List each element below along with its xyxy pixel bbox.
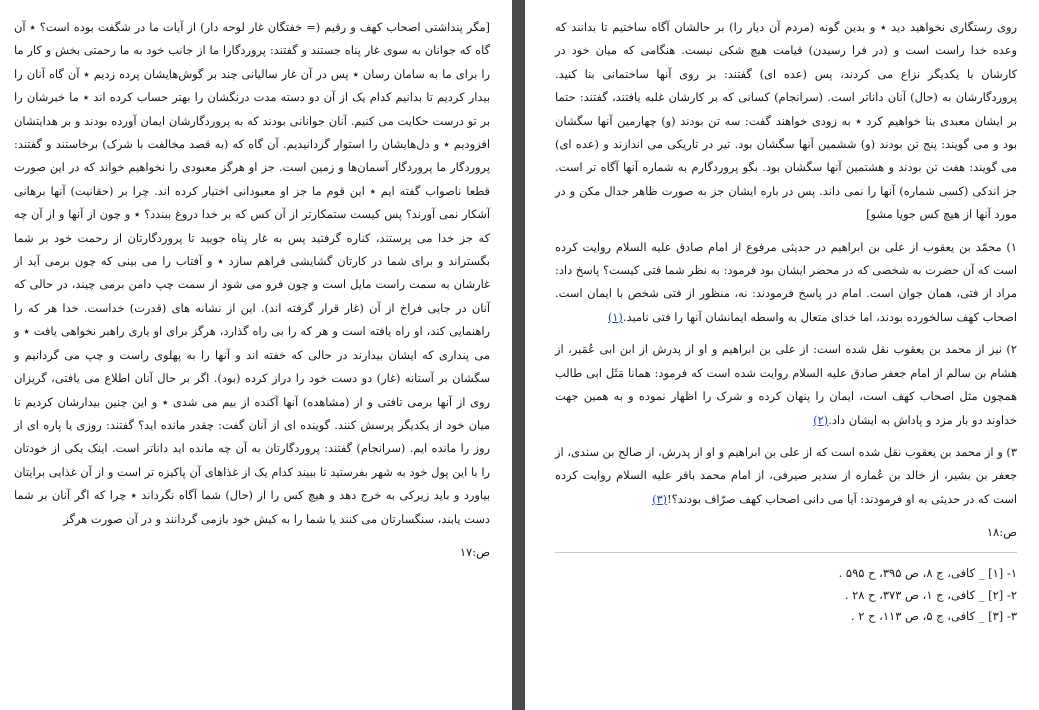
hadith-1-text: ۱) محمّد بن یعقوب از علی بن ابراهیم در حدیثی مرفوع از امام صادق علیه السلام روایت کرده است که آن حضرت به شخصی که در محضر ایشان بود فرمود: به نظر شما فتی کیست؟ پاسخ داد: مراد از فتی، همان جوان است. امام در پاسخ فرمودند: نه، منظور از فتی شخص با ایمان است. اصحاب کهف سالخورده بودند، اما خدای متعال به واسطه ایمانشان آنها را فتی نامید. — [555, 239, 1017, 324]
footnote-3: ۳- [۳] _ کافی، ج ۵، ص ۱۱۳، ح ۲ . — [850, 609, 1017, 624]
hadith-paragraph-1 — [555, 236, 1017, 330]
hadith-3-text: ۳) و از محمد بن یعقوب نقل شده است که از علی بن ابراهیم و او از پدرش، از صالح بن سندی، از جعفر بن بشیر، از خالد بن عُماره از سدیر صیرفی، از امام محمد باقر علیه السلام روایت کرده است که در حدیثی به او فرمودند: آیا می دانی اصحاب کهف صرّاف بودند؟! — [555, 444, 1017, 506]
page-divider — [512, 0, 525, 710]
footnote-2: ۲- [۲] _ کافی، ج ۱، ص ۳۷۳، ح ۲۸ . — [844, 587, 1017, 602]
footnote-ref-2[interactable]: (۲) — [813, 412, 829, 427]
hadith-2-text: ۲) نیز از محمد بن یعقوب نقل شده است: از علی بن ابراهیم و او از پدرش از ابن ابی عُمَیر، از هشام بن سالم از امام جعفر صادق علیه السلام روایت شده است که فرمود: همانا مَثَل ابی طالب همچون مثل اصحاب کهف است، ایمان را پنهان کرده و شرک را اظهار نموده و به همین جهت خداوند دو بار مزد و پاداش به ایشان داد. — [555, 342, 1017, 427]
footnote-separator — [555, 552, 1017, 553]
page-number: ص:۱۷ — [459, 544, 490, 559]
hadith-paragraph-3 — [555, 441, 1017, 511]
footnote-ref-1[interactable]: (۱) — [607, 309, 623, 324]
footnote-1: ۱- [۱] _ کافی، ج ۸، ص ۳۹۵، ح ۵۹۵ . — [838, 566, 1017, 581]
right-page — [525, 0, 1039, 710]
footnote-ref-3[interactable]: (۳) — [652, 491, 668, 506]
quran-verses-continued: روی رستگاری نخواهید دید ٭ و بدین گونه (مردم آن دیار را) بر حالشان آگاه ساختیم تا بدانند که وعده خدا راست است و (در فرا رسیدن) قیامت هیچ شکی نیست. هنگامی که میان خود در کارشان با یکدیگر نزاع می کردند، پس (عده ای) گفتند: بر روی آنها ساختمانی بنا کنید. پروردگارشان به (حال) آنان داناتر است. (سرانجام) کسانی که بر کارشان غلبه یافتند، گفتند: حتما بر ایشان معبدی بنا خواهیم کرد ٭ به زودی خواهند گفت: سه تن بودند (و) چهارمین آنها سگشان بود و می گویند: پنج تن بودند (و) ششمین آنها سگشان بود. تیر در تاریکی می اندازند و (عده ای) می گویند: هفت تن بودند و هشتمین آنها سگشان بود. بگو پروردگارم به شماره آنها آگاه تر است. جز اندکی (کسی شماره) آنها را نمی داند. پس در باره ایشان جز به صورت ظاهر جدال مکن و در مورد آنها از هیچ کس جویا مشو] — [555, 20, 1017, 222]
page-number: ص:۱۸ — [986, 525, 1017, 540]
left-page — [0, 0, 512, 710]
quran-verses-paragraph: [مگر پنداشتی اصحاب کهف و رقیم (= خفتگان غار لوحه دار) از آیات ما در شگفت بوده است؟ ٭ آن گاه که جوانان به سوی غار پناه جستند و گفتند: پروردگارا ما از جانب خود به ما رحمتی بخش و کار ما را برای ما به سامان رسان ٭ پس در آن غار سالیانی چند بر گوش‌هایشان پرده زدیم ٭ آن گاه آنان را بیدار کردیم تا بدانیم کدام یک از آن دو دسته مدت درنگشان را بهتر حساب کرده اند ٭ ما خبرشان را بر تو درست حکایت می کنیم. آنان جوانانی بودند که به پروردگارشان ایمان آورده بودند و بر هدایتشان افزودیم ٭ و دل‌هایشان را استوار گردانیدیم. آن گاه که (به قصد مخالفت با شرک) برخاستند و گفتند: پروردگار ما پروردگار آسمان‌ها و زمین است. جز او هرگز معبودی را نخواهیم خواند که در این صورت قطعا ناصواب گفته ایم ٭ این قوم ما جز او معبودانی اختیار کرده اند. چرا بر (حقانیت) آنها برهانی آشکار نمی آورند؟ پس کیست ستمکارتر از آن کس که بر خدا دروغ ببندد؟ ٭ و چون از آنها و از آن چه که جز خدا می پرستند، کناره گرفتید پس به غار پناه جویید تا پروردگارتان از رحمت خود بر شما بگستراند و برای شما در کارتان گشایشی فراهم سازد ٭ و آفتاب را می بینی که چون برمی آید از غارشان به سمت راست مایل است و چون فرو می شود از سمت چپ دامن برمی چیند، در حالی که آنان در جایی فراخ از آن (غار قرار گرفته اند). این از نشانه های (قدرت) خداست. خدا هر که را راهنمایی کند، او راه یافته است و هر که را بی راه گذارد، هرگز برای او یاری راهبر نخواهی یافت ٭ و می پنداری که ایشان بیدارند در حالی که خفته اند و آنها را به پهلوی راست و چپ می گردانیم و سگشان بر آستانه (غار) دو دست خود را دراز کرده (بود). اگر بر حال آنان اطلاع می یافتی، گریزان روی از آنها برمی تافتی و از (مشاهده) آنها آکنده از بیم می شدی ٭ و این چنین بیدارشان کردیم تا میان خود از یکدیگر پرسش کنند. گوینده ای از آنان گفت: چقدر مانده اید؟ گفتند: روزی یا پاره ای از روز را مانده ایم. (سرانجام) گفتند: پروردگارتان به آن چه مانده اید داناتر است. اینک یکی از خودتان را با این پول خود به شهر بفرستید تا ببیند کدام یک از غذاهای آن پاکیزه تر است و از آن غذایی برایتان بیاورد و باید زیرکی به خرج دهد و هیچ کس را از (حال) شما آگاه نگرداند ٭ چرا که اگر آنان بر شما دست یابند، سنگسارتان می کنند یا شما را به کیش خود بازمی گردانند و در آن صورت هرگز — [14, 20, 490, 526]
hadith-paragraph-2 — [555, 338, 1017, 432]
